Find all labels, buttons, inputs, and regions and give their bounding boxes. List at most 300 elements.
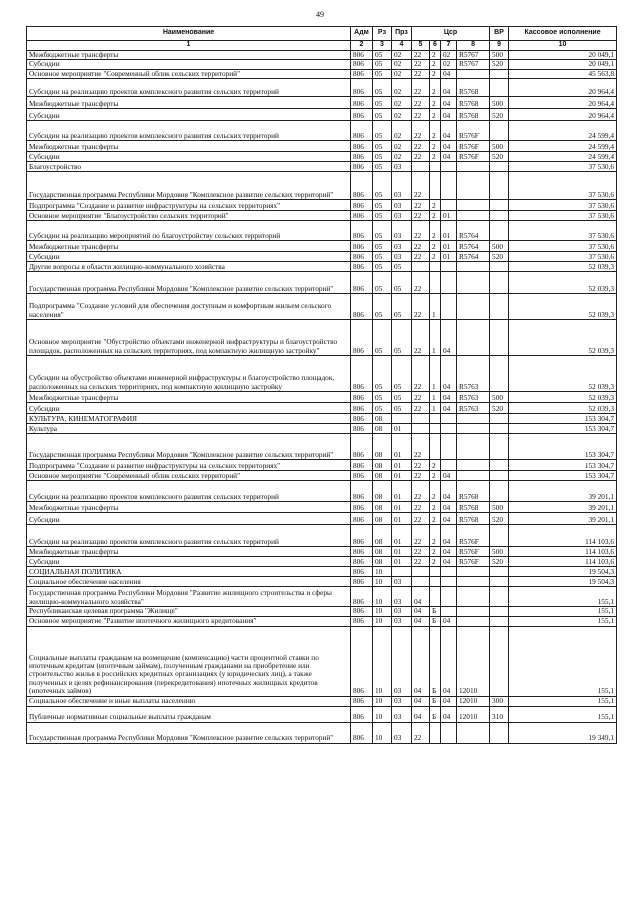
row-csr-program: 04 (412, 696, 430, 706)
row-csr-direction (457, 722, 490, 743)
row-adm: 806 (351, 162, 373, 172)
table-row (27, 69, 617, 78)
row-adm: 806 (351, 121, 373, 141)
row-csr-program (412, 424, 430, 434)
table-row (27, 696, 617, 706)
row-csr-direction (457, 162, 490, 172)
row-csr-direction: R576F (457, 121, 490, 141)
table-row (27, 241, 617, 252)
row-rz: 05 (373, 211, 392, 221)
row-csr-program: 04 (412, 706, 430, 722)
row-rz: 10 (373, 577, 392, 587)
row-adm: 806 (351, 481, 373, 502)
row-csr-subprogram: 2 (430, 241, 441, 252)
row-csr-direction (457, 424, 490, 434)
row-csr-event: 04 (441, 79, 457, 97)
row-vr (490, 221, 509, 241)
row-name: Межбюджетные трансферты (27, 97, 351, 109)
row-rz: 10 (373, 607, 392, 616)
row-csr-direction: R5767 (457, 51, 490, 60)
row-name: Субсидии на реализацию проектов комплексного развития сельских территорий (27, 79, 351, 97)
row-name: Основное мероприятие "Благоустройство сельских территорий" (27, 211, 351, 221)
row-prz: 03 (392, 221, 412, 241)
row-rz: 05 (373, 392, 392, 403)
row-name: Социальные выплаты гражданам на возмещение (компенсацию) части процентной ставки по ипотечным кредитам (ипотечным займам), полученным гражданами на приобретение или строительство жилья в российских кредитных организациях (у юридических лиц), а также полученных в целях рефинансирования (перекредитования) ипотечных жилищных кредитов (ипотечных займов) (27, 626, 351, 696)
row-csr-program: 22 (412, 69, 430, 78)
table-body (27, 51, 617, 744)
row-vr (490, 616, 509, 626)
row-csr-event: 04 (441, 557, 457, 567)
table-header (27, 27, 617, 51)
row-prz: 03 (392, 587, 412, 607)
row-csr-direction: R576F (457, 557, 490, 567)
table-row (27, 403, 617, 414)
row-csr-direction: R576F (457, 525, 490, 547)
row-vr (490, 481, 509, 502)
row-csr-direction (457, 577, 490, 587)
row-csr-subprogram: 2 (430, 221, 441, 241)
table-row (27, 502, 617, 513)
row-amount: 24 599,4 (509, 121, 617, 141)
row-csr-event: 04 (441, 525, 457, 547)
row-csr-program: 22 (412, 221, 430, 241)
row-prz: 05 (392, 272, 412, 294)
row-adm: 806 (351, 607, 373, 616)
row-name: Социальное обеспечение и иные выплаты населению (27, 696, 351, 706)
header-vr: ВР (490, 27, 509, 41)
row-name: Межбюджетные трансферты (27, 392, 351, 403)
row-prz: 05 (392, 403, 412, 414)
row-amount: 155,1 (509, 696, 617, 706)
row-csr-program: 22 (412, 97, 430, 109)
row-csr-program: 04 (412, 607, 430, 616)
row-adm: 806 (351, 471, 373, 481)
table-row (27, 525, 617, 547)
row-csr-event: 04 (441, 97, 457, 109)
row-amount: 19 349,1 (509, 722, 617, 743)
row-amount: 37 530,6 (509, 172, 617, 200)
row-adm: 806 (351, 241, 373, 252)
row-csr-subprogram (430, 587, 441, 607)
row-csr-subprogram (430, 272, 441, 294)
row-csr-event: 04 (441, 502, 457, 513)
row-csr-subprogram: Б (430, 607, 441, 616)
row-csr-program: 04 (412, 587, 430, 607)
row-csr-program: 22 (412, 502, 430, 513)
row-name: Межбюджетные трансферты (27, 502, 351, 513)
row-adm: 806 (351, 141, 373, 152)
row-csr-subprogram: 2 (430, 152, 441, 162)
row-adm: 806 (351, 69, 373, 78)
row-vr (490, 320, 509, 356)
row-csr-program: 22 (412, 121, 430, 141)
table-row (27, 460, 617, 471)
row-amount: 24 599,4 (509, 141, 617, 152)
row-vr: 500 (490, 97, 509, 109)
row-amount: 153 304,7 (509, 434, 617, 460)
row-amount: 52 039,3 (509, 356, 617, 392)
row-csr-subprogram: Б (430, 696, 441, 706)
row-prz: 03 (392, 696, 412, 706)
row-vr: 310 (490, 706, 509, 722)
row-vr (490, 172, 509, 200)
row-csr-direction (457, 272, 490, 294)
table-row (27, 152, 617, 162)
row-rz: 05 (373, 162, 392, 172)
row-rz: 05 (373, 69, 392, 78)
row-csr-event (441, 587, 457, 607)
row-csr-event (441, 460, 457, 471)
row-prz (392, 567, 412, 577)
row-csr-event: 04 (441, 320, 457, 356)
row-csr-program: 04 (412, 616, 430, 626)
table-row (27, 392, 617, 403)
row-prz: 05 (392, 320, 412, 356)
row-csr-subprogram: 1 (430, 403, 441, 414)
row-vr (490, 626, 509, 696)
row-amount: 155,1 (509, 616, 617, 626)
table-row (27, 557, 617, 567)
row-vr (490, 162, 509, 172)
row-csr-subprogram: 2 (430, 547, 441, 557)
row-vr: 520 (490, 403, 509, 414)
row-name: Благоустройство (27, 162, 351, 172)
row-rz: 10 (373, 722, 392, 743)
row-csr-subprogram: 2 (430, 525, 441, 547)
row-csr-subprogram (430, 722, 441, 743)
header-adm: Адм (351, 27, 373, 41)
row-vr: 500 (490, 502, 509, 513)
row-csr-direction: R5763 (457, 392, 490, 403)
table-row (27, 162, 617, 172)
table-row (27, 121, 617, 141)
column-number: 6 (430, 41, 441, 51)
row-adm: 806 (351, 97, 373, 109)
row-csr-program (412, 162, 430, 172)
row-rz: 08 (373, 557, 392, 567)
row-prz: 03 (392, 252, 412, 262)
row-amount: 155,1 (509, 587, 617, 607)
row-csr-subprogram: 2 (430, 460, 441, 471)
row-adm: 806 (351, 356, 373, 392)
row-name: Субсидии (27, 109, 351, 121)
row-prz: 02 (392, 152, 412, 162)
table-row (27, 294, 617, 320)
row-csr-program: 22 (412, 722, 430, 743)
row-csr-event: 04 (441, 616, 457, 626)
row-csr-subprogram: 2 (430, 60, 441, 69)
row-csr-event: 04 (441, 706, 457, 722)
row-csr-direction (457, 616, 490, 626)
row-rz: 05 (373, 121, 392, 141)
row-csr-program: 22 (412, 79, 430, 97)
table-row (27, 626, 617, 696)
row-csr-direction (457, 172, 490, 200)
row-amount: 37 530,6 (509, 252, 617, 262)
header-amount: Кассовое исполнение (509, 27, 617, 41)
row-csr-program: 22 (412, 460, 430, 471)
row-vr (490, 272, 509, 294)
row-amount: 153 304,7 (509, 424, 617, 434)
row-csr-event (441, 172, 457, 200)
row-csr-event (441, 577, 457, 587)
row-csr-event (441, 262, 457, 272)
row-amount: 20 049,1 (509, 60, 617, 69)
row-vr: 500 (490, 141, 509, 152)
row-csr-subprogram: 2 (430, 109, 441, 121)
row-amount: 39 201,1 (509, 481, 617, 502)
row-name: Государственная программа Республики Мордовия "Комплексное развитие сельских территорий" (27, 722, 351, 743)
row-csr-event (441, 294, 457, 320)
row-prz: 02 (392, 51, 412, 60)
row-csr-subprogram (430, 162, 441, 172)
row-amount: 153 304,7 (509, 460, 617, 471)
table-row (27, 587, 617, 607)
row-prz (392, 414, 412, 424)
row-amount: 20 049,1 (509, 51, 617, 60)
row-rz: 05 (373, 97, 392, 109)
row-csr-event: 01 (441, 221, 457, 241)
row-vr (490, 79, 509, 97)
row-csr-event: 04 (441, 121, 457, 141)
row-csr-subprogram: Б (430, 616, 441, 626)
table-row (27, 272, 617, 294)
row-csr-event (441, 414, 457, 424)
row-amount: 45 563,8 (509, 69, 617, 78)
row-rz: 10 (373, 587, 392, 607)
row-csr-direction: R5768 (457, 97, 490, 109)
row-adm: 806 (351, 172, 373, 200)
row-vr (490, 434, 509, 460)
row-csr-subprogram (430, 577, 441, 587)
row-amount: 20 964,4 (509, 79, 617, 97)
row-csr-subprogram: 2 (430, 481, 441, 502)
row-csr-event: 01 (441, 211, 457, 221)
row-rz: 05 (373, 200, 392, 211)
row-amount: 52 039,3 (509, 320, 617, 356)
row-prz: 03 (392, 172, 412, 200)
row-amount: 37 530,6 (509, 162, 617, 172)
row-csr-event (441, 162, 457, 172)
row-vr (490, 607, 509, 616)
row-vr (490, 414, 509, 424)
row-rz: 05 (373, 272, 392, 294)
row-rz: 05 (373, 320, 392, 356)
row-csr-event: 04 (441, 109, 457, 121)
row-csr-subprogram: 2 (430, 69, 441, 78)
row-name: Основное мероприятие "Современный облик сельских территорий" (27, 471, 351, 481)
row-csr-subprogram: 2 (430, 557, 441, 567)
row-csr-subprogram (430, 172, 441, 200)
row-csr-program (412, 262, 430, 272)
row-rz: 08 (373, 547, 392, 557)
row-csr-direction: R5764 (457, 221, 490, 241)
row-rz: 05 (373, 356, 392, 392)
row-prz: 03 (392, 626, 412, 696)
row-rz: 08 (373, 471, 392, 481)
row-csr-event: 04 (441, 626, 457, 696)
header-rz: Рз (373, 27, 392, 41)
table-row (27, 706, 617, 722)
row-adm: 806 (351, 211, 373, 221)
row-prz: 02 (392, 109, 412, 121)
row-prz: 05 (392, 356, 412, 392)
page-number: 49 (316, 10, 324, 19)
row-amount: 37 530,6 (509, 211, 617, 221)
row-csr-direction: 12010 (457, 706, 490, 722)
row-csr-program: 22 (412, 109, 430, 121)
row-vr (490, 567, 509, 577)
row-csr-program: 22 (412, 356, 430, 392)
row-csr-event: 04 (441, 141, 457, 152)
row-adm: 806 (351, 109, 373, 121)
row-adm: 806 (351, 262, 373, 272)
row-csr-subprogram: 1 (430, 294, 441, 320)
row-csr-direction (457, 320, 490, 356)
row-csr-subprogram: 2 (430, 502, 441, 513)
table-row (27, 141, 617, 152)
row-csr-event (441, 434, 457, 460)
row-csr-event: 02 (441, 60, 457, 69)
row-csr-event: 04 (441, 513, 457, 525)
row-rz: 08 (373, 481, 392, 502)
table-row (27, 79, 617, 97)
row-csr-direction (457, 587, 490, 607)
row-amount: 39 201,1 (509, 513, 617, 525)
column-number: 2 (351, 41, 373, 51)
row-name: Основное мероприятие "Современный облик сельских территорий" (27, 69, 351, 78)
row-vr (490, 471, 509, 481)
row-adm: 806 (351, 272, 373, 294)
row-rz: 08 (373, 460, 392, 471)
row-amount: 114 103,6 (509, 557, 617, 567)
table-row (27, 97, 617, 109)
row-amount: 52 039,3 (509, 403, 617, 414)
row-csr-subprogram (430, 414, 441, 424)
table-row (27, 471, 617, 481)
row-csr-subprogram: 2 (430, 252, 441, 262)
table-row (27, 414, 617, 424)
row-csr-event: 01 (441, 252, 457, 262)
row-prz: 03 (392, 706, 412, 722)
row-csr-subprogram: 1 (430, 392, 441, 403)
row-adm: 806 (351, 502, 373, 513)
row-csr-program (412, 577, 430, 587)
row-name: Подпрограмма "Создание условий для обеспечения доступным и комфортным жильем сельского населения" (27, 294, 351, 320)
row-amount: 37 530,6 (509, 200, 617, 211)
row-amount: 37 530,6 (509, 241, 617, 252)
table-row (27, 577, 617, 587)
row-rz: 05 (373, 252, 392, 262)
row-csr-direction (457, 460, 490, 471)
row-amount: 153 304,7 (509, 471, 617, 481)
column-number: 7 (441, 41, 457, 51)
row-name: Государственная программа Республики Мордовия "Развитие жилищного строительства и сферы жилищно-коммунального хозяйства" (27, 587, 351, 607)
row-name: Субсидии на реализацию проектов комплексного развития сельских территорий (27, 121, 351, 141)
table-row (27, 221, 617, 241)
row-csr-direction: R576F (457, 547, 490, 557)
row-rz: 10 (373, 706, 392, 722)
row-csr-direction: 12010 (457, 626, 490, 696)
table-row (27, 424, 617, 434)
row-rz: 05 (373, 60, 392, 69)
row-adm: 806 (351, 200, 373, 211)
row-amount: 24 599,4 (509, 152, 617, 162)
row-csr-subprogram: 1 (430, 356, 441, 392)
table-row (27, 320, 617, 356)
row-name: КУЛЬТУРА, КИНЕМАТОГРАФИЯ (27, 414, 351, 424)
row-csr-event: 04 (441, 481, 457, 502)
row-name: Культура (27, 424, 351, 434)
row-name: Субсидии (27, 60, 351, 69)
row-csr-event (441, 607, 457, 616)
row-adm: 806 (351, 294, 373, 320)
table-row (27, 513, 617, 525)
row-prz: 01 (392, 424, 412, 434)
row-amount: 52 039,3 (509, 392, 617, 403)
column-number: 1 (27, 41, 351, 51)
table-row (27, 262, 617, 272)
row-name: Основное мероприятие "Обустройство объектами инженерной инфраструктуры и благоустройство площадок, расположенных на сельских территориях, под компактную жилищную застройку" (27, 320, 351, 356)
row-vr: 500 (490, 547, 509, 557)
row-prz: 03 (392, 616, 412, 626)
row-adm: 806 (351, 152, 373, 162)
row-csr-program: 22 (412, 294, 430, 320)
row-csr-subprogram: 2 (430, 141, 441, 152)
row-amount: 52 039,3 (509, 262, 617, 272)
row-prz: 01 (392, 502, 412, 513)
row-name: Межбюджетные трансферты (27, 141, 351, 152)
header-prz: Прз (392, 27, 412, 41)
row-csr-subprogram: 2 (430, 200, 441, 211)
row-csr-direction: R5763 (457, 403, 490, 414)
row-amount: 19 504,3 (509, 567, 617, 577)
row-csr-subprogram: 1 (430, 320, 441, 356)
row-prz: 03 (392, 722, 412, 743)
row-csr-direction: R5764 (457, 241, 490, 252)
table-row (27, 200, 617, 211)
row-csr-program: 22 (412, 392, 430, 403)
row-csr-event: 04 (441, 403, 457, 414)
row-csr-event: 04 (441, 152, 457, 162)
row-prz: 03 (392, 577, 412, 587)
row-name: Субсидии (27, 252, 351, 262)
row-name: Основное мероприятие "Развитие ипотечного жилищного кредитования" (27, 616, 351, 626)
row-name: Подпрограмма "Создание и развитие инфраструктуры на сельских территориях" (27, 460, 351, 471)
table-row (27, 172, 617, 200)
row-rz: 05 (373, 172, 392, 200)
row-name: Публичные нормативные социальные выплаты гражданам (27, 706, 351, 722)
row-vr (490, 722, 509, 743)
row-adm: 806 (351, 587, 373, 607)
column-number: 10 (509, 41, 617, 51)
row-csr-direction: R5768 (457, 502, 490, 513)
row-rz: 10 (373, 696, 392, 706)
row-csr-program: 22 (412, 320, 430, 356)
row-rz: 08 (373, 525, 392, 547)
row-adm: 806 (351, 424, 373, 434)
row-vr (490, 200, 509, 211)
row-rz: 08 (373, 414, 392, 424)
table-row (27, 109, 617, 121)
row-rz: 05 (373, 51, 392, 60)
row-csr-subprogram: 2 (430, 471, 441, 481)
row-prz: 01 (392, 481, 412, 502)
row-adm: 806 (351, 414, 373, 424)
header-row (27, 27, 617, 41)
row-csr-direction: R576F (457, 152, 490, 162)
row-csr-program: 22 (412, 525, 430, 547)
